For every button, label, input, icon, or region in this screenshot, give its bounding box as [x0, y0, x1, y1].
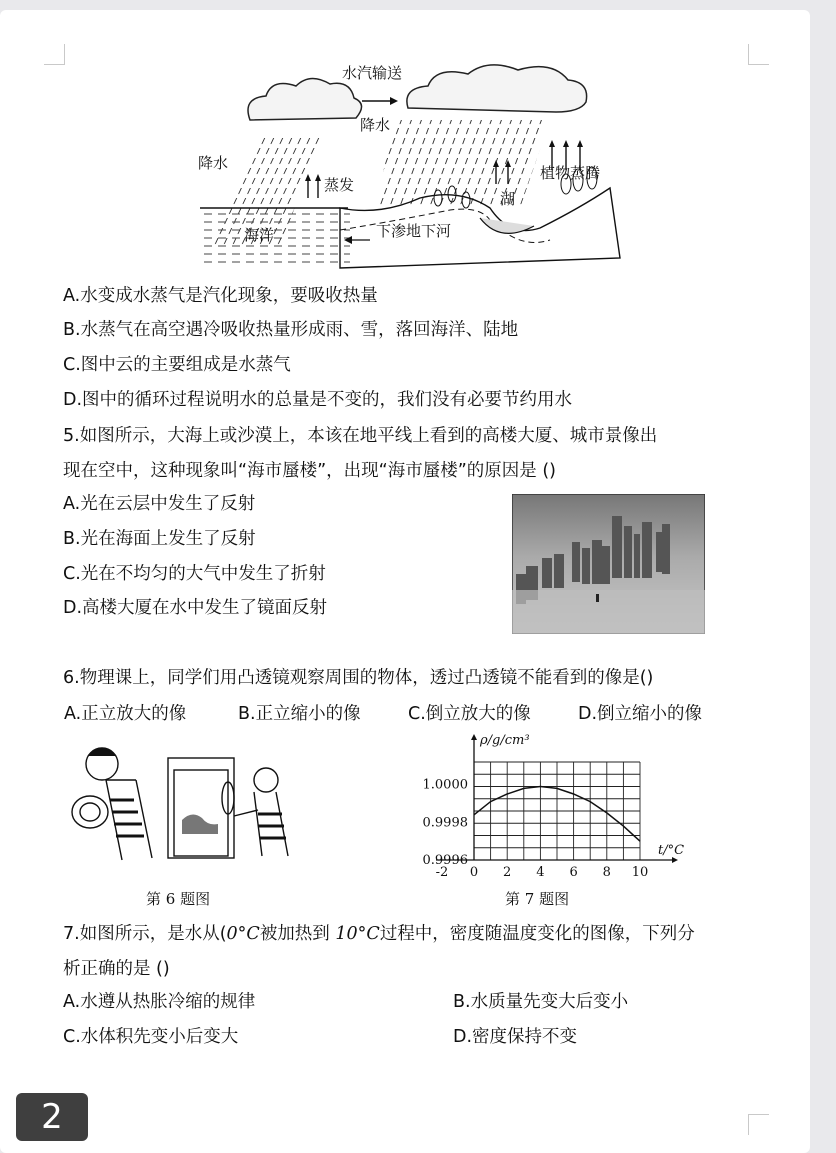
q6-stem: 6.物理课上，同学们用凸透镜观察周围的物体，透过凸透镜不能看到的像是()	[63, 668, 654, 688]
q7-start-temp: 0	[226, 924, 238, 944]
q5-option-b: B.光在海面上发生了反射	[63, 529, 256, 549]
q6-option-c: C.倒立放大的像	[408, 704, 531, 724]
q7-start-unit: °C	[237, 924, 260, 944]
ocean-label: 海洋	[244, 226, 275, 244]
q7-option-d: D.密度保持不变	[453, 1027, 578, 1047]
lens-illustration	[62, 740, 302, 870]
density-chart	[396, 732, 696, 882]
right-cloud	[407, 65, 587, 112]
q7-stem-line1	[63, 922, 695, 946]
q5-stem-line2: 现在空中，这种现象叫“海市蜃楼”，出现“海市蜃楼”的原因是 ()	[63, 461, 556, 481]
y-tick-label: 0.9998	[422, 815, 468, 831]
lake-label: 湖	[500, 190, 516, 208]
y-tick-label: 1.0000	[422, 777, 468, 793]
q5-option-a: A.光在云层中发生了反射	[63, 494, 256, 514]
precipitation-left-label: 降水	[198, 154, 229, 172]
q4-option-d: D.图中的循环过程说明水的总量是不变的，我们没有必要节约用水	[63, 390, 573, 410]
page-number-badge: 2	[16, 1093, 88, 1141]
underground-river-label: 下渗地下河	[376, 222, 452, 240]
plant-transpiration-label: 植物蒸腾	[540, 164, 601, 182]
q6-option-b: B.正立缩小的像	[238, 704, 361, 724]
q6-figure-caption: 第 6 题图	[146, 890, 211, 908]
x-tick-label: 2	[503, 865, 512, 880]
q7-stem-part-a: 7.如图所示，是水从(	[63, 924, 227, 944]
x-tick-label: 8	[602, 865, 611, 880]
y-axis-arrow	[471, 734, 477, 740]
water-cycle-diagram	[190, 58, 630, 276]
mirage-photo	[512, 494, 705, 634]
y-tick-label: 0.9996	[422, 853, 468, 868]
evaporation-label: 蒸发	[324, 176, 355, 194]
vapor-transport-label: 水汽输送	[342, 64, 403, 82]
y-axis-label: ρ/g/cm³	[480, 733, 530, 748]
crop-mark-top-left	[44, 44, 65, 65]
crop-mark-top-right	[748, 44, 769, 65]
crop-mark-bottom-right	[748, 1114, 769, 1135]
q7-stem-part-c: 过程中，密度随温度变化的图像，下列分	[379, 924, 695, 944]
q4-option-b: B.水蒸气在高空遇冷吸收热量形成雨、雪，落回海洋、陆地	[63, 320, 519, 340]
q5-stem-line1: 5.如图所示，大海上或沙漠上，本该在地平线上看到的高楼大厦、城市景像出	[63, 426, 658, 446]
x-tick-label: 0	[469, 865, 479, 880]
left-cloud	[248, 78, 362, 120]
q7-stem-part-b: 被加热到	[259, 924, 330, 944]
q7-option-c: C.水体积先变小后变大	[63, 1027, 239, 1047]
q5-option-c: C.光在不均匀的大气中发生了折射	[63, 564, 326, 584]
precipitation-right-label: 降水	[360, 116, 391, 134]
q7-end-unit: °C	[357, 924, 380, 944]
x-axis-label: t/°C	[658, 843, 685, 858]
q4-option-a: A.水变成水蒸气是汽化现象，要吸收热量	[63, 286, 378, 306]
q5-option-d: D.高楼大厦在水中发生了镜面反射	[63, 598, 328, 618]
q7-option-b: B.水质量先变大后变小	[453, 992, 629, 1012]
q7-end-temp: 10	[335, 924, 358, 944]
x-tick-label: -2	[435, 865, 449, 880]
q6-option-d: D.倒立缩小的像	[578, 704, 703, 724]
q6-option-a: A.正立放大的像	[64, 704, 187, 724]
q4-option-c: C.图中云的主要组成是水蒸气	[63, 355, 291, 375]
q7-figure-caption: 第 7 题图	[505, 890, 570, 908]
x-tick-label: 4	[536, 865, 545, 880]
q7-option-a: A.水遵从热胀冷缩的规律	[63, 992, 256, 1012]
q7-stem-line2: 析正确的是 ()	[63, 959, 170, 979]
x-tick-label: 6	[569, 865, 578, 880]
x-tick-label: 10	[631, 865, 649, 880]
